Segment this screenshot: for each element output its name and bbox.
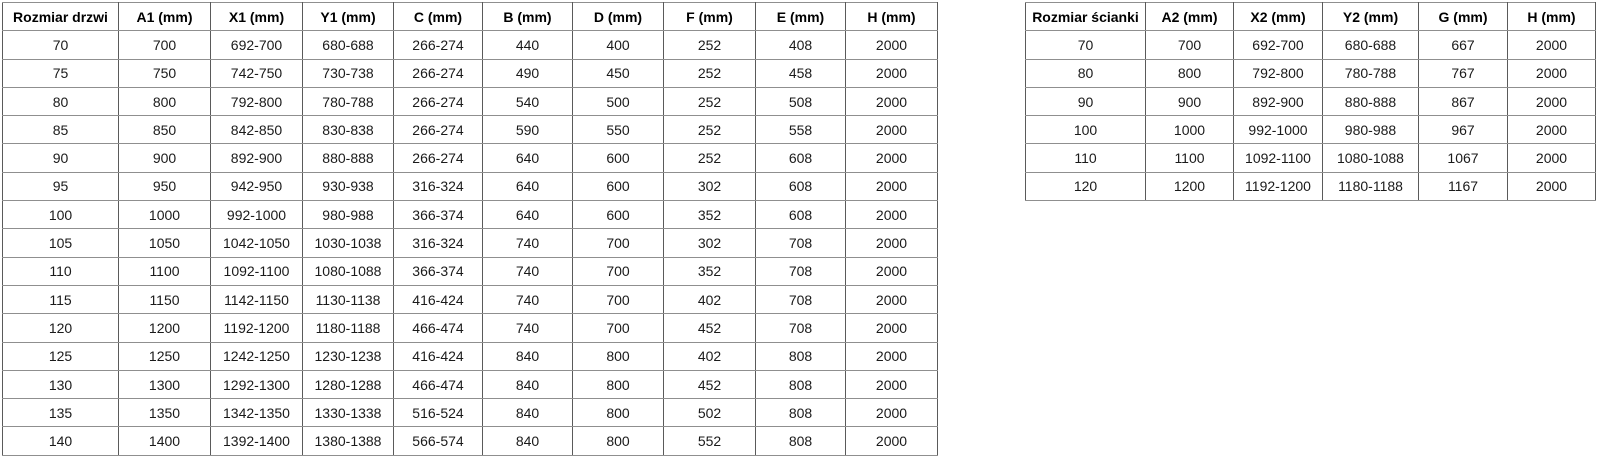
table-cell: 2000 [1508, 31, 1596, 59]
table-cell: 667 [1419, 31, 1508, 59]
table-cell: 1392-1400 [211, 427, 303, 455]
table-cell: 408 [756, 31, 846, 59]
table-cell: 730-738 [303, 59, 394, 87]
column-header: Rozmiar ścianki [1026, 3, 1146, 31]
table-cell: 700 [573, 257, 664, 285]
table-cell: 740 [483, 257, 573, 285]
table-cell: 800 [573, 370, 664, 398]
table-cell: 700 [573, 285, 664, 313]
table-cell: 252 [664, 87, 756, 115]
table-cell: 708 [756, 285, 846, 313]
table-cell: 840 [483, 342, 573, 370]
table-cell: 540 [483, 87, 573, 115]
table-row [3, 116, 938, 144]
table-cell: 452 [664, 370, 756, 398]
table-cell: 700 [573, 314, 664, 342]
table-cell: 880-888 [1323, 87, 1419, 115]
table-cell: 302 [664, 172, 756, 200]
table-cell: 1000 [119, 201, 211, 229]
table-cell: 740 [483, 314, 573, 342]
column-header: C (mm) [394, 3, 483, 31]
table-cell: 2000 [846, 59, 938, 87]
table-cell: 1200 [119, 314, 211, 342]
column-header: H (mm) [846, 3, 938, 31]
column-header: Y1 (mm) [303, 3, 394, 31]
table-cell: 700 [1146, 31, 1234, 59]
table-cell: 2000 [846, 285, 938, 313]
table-cell: 1192-1200 [1234, 172, 1323, 200]
table-cell: 500 [573, 87, 664, 115]
table-cell: 550 [573, 116, 664, 144]
table-cell: 708 [756, 257, 846, 285]
table-cell: 892-900 [1234, 87, 1323, 115]
table-cell: 1030-1038 [303, 229, 394, 257]
table-cell: 266-274 [394, 31, 483, 59]
table-cell: 780-788 [1323, 59, 1419, 87]
table-cell: 266-274 [394, 87, 483, 115]
table-row [3, 87, 938, 115]
table-cell: 266-274 [394, 144, 483, 172]
table-cell: 600 [573, 172, 664, 200]
column-header: A2 (mm) [1146, 3, 1234, 31]
column-header: G (mm) [1419, 3, 1508, 31]
table-cell: 130 [3, 370, 119, 398]
table-cell: 840 [483, 427, 573, 455]
table-cell: 2000 [846, 31, 938, 59]
table-cell: 2000 [846, 229, 938, 257]
table-cell: 992-1000 [1234, 116, 1323, 144]
table-cell: 1167 [1419, 172, 1508, 200]
table-cell: 700 [119, 31, 211, 59]
table-cell: 402 [664, 342, 756, 370]
table-cell: 466-474 [394, 314, 483, 342]
table-cell: 1200 [1146, 172, 1234, 200]
table-cell: 458 [756, 59, 846, 87]
table-cell: 767 [1419, 59, 1508, 87]
table-cell: 352 [664, 257, 756, 285]
table-cell: 942-950 [211, 172, 303, 200]
table-cell: 967 [1419, 116, 1508, 144]
table-cell: 266-274 [394, 116, 483, 144]
table-cell: 1150 [119, 285, 211, 313]
table-cell: 366-374 [394, 201, 483, 229]
table-cell: 252 [664, 144, 756, 172]
table-row [3, 201, 938, 229]
column-header: X1 (mm) [211, 3, 303, 31]
table-cell: 808 [756, 370, 846, 398]
column-header: A1 (mm) [119, 3, 211, 31]
table-cell: 352 [664, 201, 756, 229]
table-cell: 316-324 [394, 172, 483, 200]
door-size-table [2, 2, 938, 456]
table-cell: 316-324 [394, 229, 483, 257]
table-cell: 402 [664, 285, 756, 313]
table-cell: 2000 [1508, 59, 1596, 87]
table-cell: 792-800 [1234, 59, 1323, 87]
table-cell: 110 [3, 257, 119, 285]
table-cell: 516-524 [394, 399, 483, 427]
table-cell: 566-574 [394, 427, 483, 455]
table-cell: 840 [483, 399, 573, 427]
table-row [1026, 172, 1596, 200]
table-cell: 590 [483, 116, 573, 144]
table-cell: 105 [3, 229, 119, 257]
table-cell: 900 [119, 144, 211, 172]
table-cell: 950 [119, 172, 211, 200]
table-row [3, 314, 938, 342]
table-cell: 1180-1188 [303, 314, 394, 342]
table-cell: 1100 [119, 257, 211, 285]
table-cell: 2000 [846, 116, 938, 144]
table-cell: 2000 [846, 257, 938, 285]
table-cell: 2000 [846, 370, 938, 398]
table-cell: 1330-1338 [303, 399, 394, 427]
table-cell: 800 [1146, 59, 1234, 87]
table-cell: 252 [664, 31, 756, 59]
table-cell: 680-688 [1323, 31, 1419, 59]
table-cell: 800 [573, 427, 664, 455]
table-row [1026, 144, 1596, 172]
table-cell: 1292-1300 [211, 370, 303, 398]
table-cell: 1100 [1146, 144, 1234, 172]
table-cell: 1242-1250 [211, 342, 303, 370]
table-cell: 892-900 [211, 144, 303, 172]
table-cell: 400 [573, 31, 664, 59]
table-cell: 115 [3, 285, 119, 313]
table-cell: 120 [3, 314, 119, 342]
table-cell: 2000 [846, 87, 938, 115]
table-cell: 2000 [846, 314, 938, 342]
column-header: E (mm) [756, 3, 846, 31]
wall-table-header-row [1026, 3, 1596, 31]
table-cell: 1230-1238 [303, 342, 394, 370]
table-row [3, 427, 938, 455]
table-cell: 2000 [846, 399, 938, 427]
table-cell: 2000 [1508, 144, 1596, 172]
table-cell: 70 [1026, 31, 1146, 59]
table-cell: 2000 [846, 201, 938, 229]
table-cell: 792-800 [211, 87, 303, 115]
table-cell: 95 [3, 172, 119, 200]
table-cell: 740 [483, 229, 573, 257]
table-cell: 708 [756, 229, 846, 257]
table-cell: 708 [756, 314, 846, 342]
table-cell: 1280-1288 [303, 370, 394, 398]
table-cell: 640 [483, 144, 573, 172]
column-header: D (mm) [573, 3, 664, 31]
table-cell: 692-700 [211, 31, 303, 59]
table-cell: 800 [573, 399, 664, 427]
table-row [3, 285, 938, 313]
table-cell: 840 [483, 370, 573, 398]
table-cell: 842-850 [211, 116, 303, 144]
table-cell: 85 [3, 116, 119, 144]
table-row [3, 342, 938, 370]
table-cell: 1180-1188 [1323, 172, 1419, 200]
table-cell: 2000 [1508, 87, 1596, 115]
table-cell: 1092-1100 [211, 257, 303, 285]
table-cell: 608 [756, 144, 846, 172]
table-cell: 800 [119, 87, 211, 115]
table-cell: 1130-1138 [303, 285, 394, 313]
table-cell: 1192-1200 [211, 314, 303, 342]
column-header: Rozmiar drzwi [3, 3, 119, 31]
table-cell: 252 [664, 59, 756, 87]
column-header: F (mm) [664, 3, 756, 31]
table-cell: 700 [573, 229, 664, 257]
table-cell: 992-1000 [211, 201, 303, 229]
table-cell: 1050 [119, 229, 211, 257]
table-cell: 742-750 [211, 59, 303, 87]
table-cell: 252 [664, 116, 756, 144]
table-cell: 600 [573, 144, 664, 172]
table-cell: 2000 [1508, 116, 1596, 144]
table-cell: 70 [3, 31, 119, 59]
table-cell: 1000 [1146, 116, 1234, 144]
table-cell: 80 [1026, 59, 1146, 87]
table-cell: 808 [756, 399, 846, 427]
table-cell: 980-988 [1323, 116, 1419, 144]
table-cell: 2000 [846, 144, 938, 172]
table-row [3, 257, 938, 285]
table-cell: 608 [756, 201, 846, 229]
column-header: Y2 (mm) [1323, 3, 1419, 31]
table-cell: 416-424 [394, 285, 483, 313]
wall-size-table [1025, 2, 1596, 201]
table-cell: 808 [756, 342, 846, 370]
table-cell: 440 [483, 31, 573, 59]
table-cell: 867 [1419, 87, 1508, 115]
table-cell: 1080-1088 [303, 257, 394, 285]
table-cell: 780-788 [303, 87, 394, 115]
table-cell: 75 [3, 59, 119, 87]
table-cell: 640 [483, 172, 573, 200]
table-row [1026, 31, 1596, 59]
table-row [3, 370, 938, 398]
table-cell: 1142-1150 [211, 285, 303, 313]
table-row [1026, 87, 1596, 115]
table-cell: 830-838 [303, 116, 394, 144]
table-cell: 800 [573, 342, 664, 370]
table-cell: 850 [119, 116, 211, 144]
column-header: X2 (mm) [1234, 3, 1323, 31]
table-cell: 980-988 [303, 201, 394, 229]
table-row [1026, 59, 1596, 87]
table-cell: 366-374 [394, 257, 483, 285]
table-cell: 600 [573, 201, 664, 229]
table-row [3, 172, 938, 200]
table-cell: 508 [756, 87, 846, 115]
table-cell: 110 [1026, 144, 1146, 172]
table-cell: 608 [756, 172, 846, 200]
table-cell: 740 [483, 285, 573, 313]
table-cell: 416-424 [394, 342, 483, 370]
table-cell: 302 [664, 229, 756, 257]
table-cell: 90 [3, 144, 119, 172]
table-cell: 90 [1026, 87, 1146, 115]
table-cell: 466-474 [394, 370, 483, 398]
table-cell: 266-274 [394, 59, 483, 87]
table-row [1026, 116, 1596, 144]
table-cell: 140 [3, 427, 119, 455]
table-cell: 558 [756, 116, 846, 144]
table-row [3, 59, 938, 87]
table-cell: 1042-1050 [211, 229, 303, 257]
table-cell: 125 [3, 342, 119, 370]
column-header: H (mm) [1508, 3, 1596, 31]
table-cell: 490 [483, 59, 573, 87]
table-cell: 900 [1146, 87, 1234, 115]
table-cell: 100 [1026, 116, 1146, 144]
table-cell: 1380-1388 [303, 427, 394, 455]
table-row [3, 399, 938, 427]
table-cell: 930-938 [303, 172, 394, 200]
column-header: B (mm) [483, 3, 573, 31]
table-cell: 1400 [119, 427, 211, 455]
table-cell: 1342-1350 [211, 399, 303, 427]
table-cell: 880-888 [303, 144, 394, 172]
table-cell: 1300 [119, 370, 211, 398]
table-cell: 80 [3, 87, 119, 115]
table-cell: 1080-1088 [1323, 144, 1419, 172]
table-cell: 1250 [119, 342, 211, 370]
door-table-header-row [3, 3, 938, 31]
table-cell: 2000 [1508, 172, 1596, 200]
table-row [3, 144, 938, 172]
table-cell: 2000 [846, 172, 938, 200]
table-cell: 692-700 [1234, 31, 1323, 59]
table-cell: 2000 [846, 342, 938, 370]
table-cell: 452 [664, 314, 756, 342]
table-row [3, 31, 938, 59]
table-cell: 640 [483, 201, 573, 229]
table-cell: 100 [3, 201, 119, 229]
table-cell: 808 [756, 427, 846, 455]
table-cell: 1092-1100 [1234, 144, 1323, 172]
table-cell: 502 [664, 399, 756, 427]
table-cell: 680-688 [303, 31, 394, 59]
table-cell: 2000 [846, 427, 938, 455]
table-cell: 552 [664, 427, 756, 455]
table-cell: 1350 [119, 399, 211, 427]
table-cell: 750 [119, 59, 211, 87]
table-cell: 1067 [1419, 144, 1508, 172]
table-cell: 135 [3, 399, 119, 427]
table-cell: 120 [1026, 172, 1146, 200]
table-row [3, 229, 938, 257]
table-cell: 450 [573, 59, 664, 87]
